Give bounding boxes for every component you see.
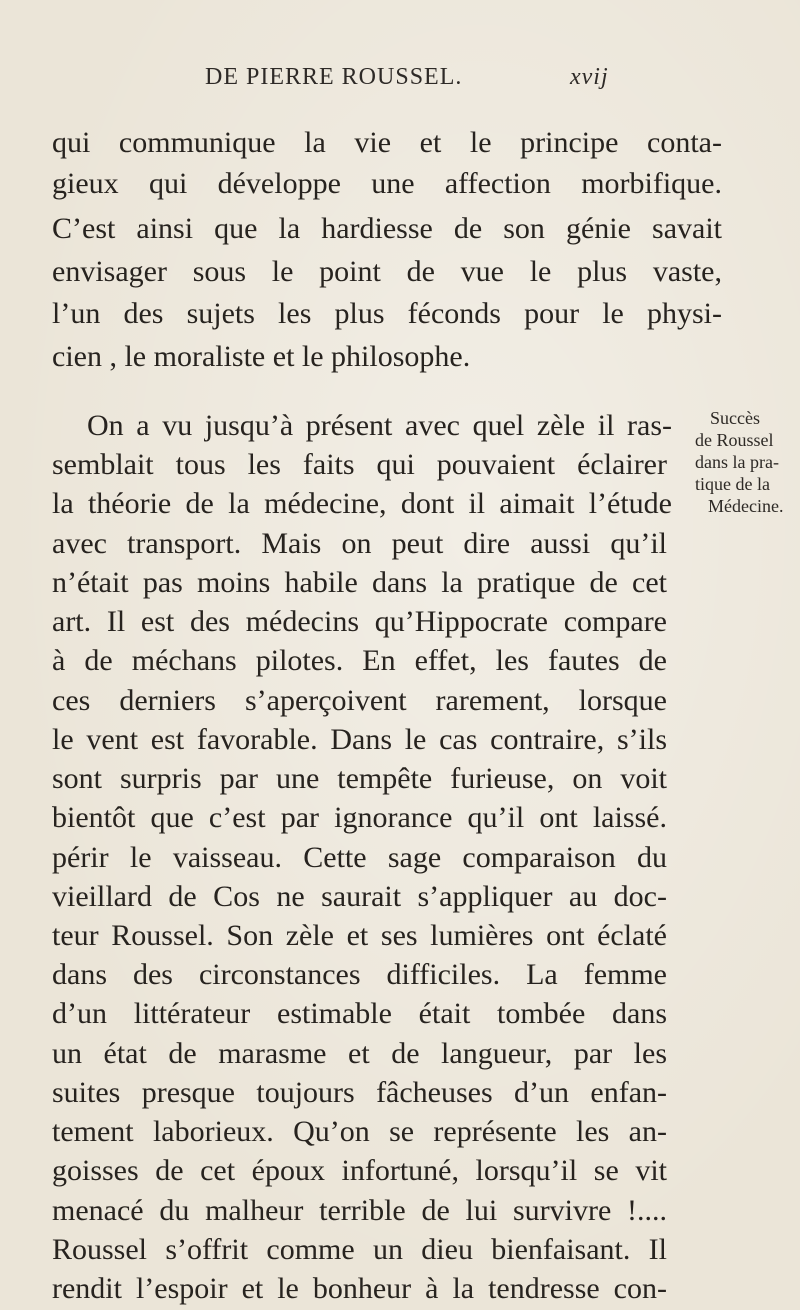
text-line: semblait tous les faits qui pouvaient éclairer [52, 448, 667, 481]
text-line: On a vu jusqu’à présent avec quel zèle il ras- [87, 409, 672, 442]
text-line: avec transport. Mais on peut dire aussi qu’il [52, 527, 667, 560]
text-line: l’un des sujets les plus féconds pour le physi- [52, 297, 722, 330]
text-line: vieillard de Cos ne saurait s’appliquer au doc- [52, 880, 667, 913]
text-line: Roussel s’offrit comme un dieu bienfaisant. Il [52, 1233, 667, 1266]
text-line: rendit l’espoir et le bonheur à la tendresse con- [52, 1272, 667, 1305]
text-line: n’était pas moins habile dans la pratique de cet [52, 566, 667, 599]
text-line: le vent est favorable. Dans le cas contraire, s’ils [52, 723, 667, 756]
margin-note-line: dans la pra- [695, 452, 779, 472]
text-line: art. Il est des médecins qu’Hippocrate compare [52, 605, 667, 638]
text-line: la théorie de la médecine, dont il aimait l’étude [52, 487, 672, 520]
text-line: un état de marasme et de langueur, par les [52, 1037, 667, 1070]
text-line: périr le vaisseau. Cette sage comparaison du [52, 841, 667, 874]
text-line: qui communique la vie et le principe conta- [52, 126, 722, 159]
text-line: bientôt que c’est par ignorance qu’il ont laissé. [52, 801, 667, 834]
running-header [205, 64, 685, 104]
margin-note-line: tique de la [695, 474, 770, 494]
text-line: C’est ainsi que la hardiesse de son génie savait [52, 212, 722, 245]
text-line: sont surpris par une tempête furieuse, on voit [52, 762, 667, 795]
page-number: xvij [570, 64, 609, 90]
margin-note-line: de Roussel [695, 430, 774, 450]
text-line: gieux qui développe une affection morbifique. [52, 167, 722, 200]
text-line: suites presque toujours fâcheuses d’un enfan- [52, 1076, 667, 1109]
margin-note-line: Médecine. [708, 496, 784, 516]
text-line: goisses de cet époux infortuné, lorsqu’il se vit [52, 1154, 667, 1187]
text-line: envisager sous le point de vue le plus vaste, [52, 255, 722, 288]
text-line: cien , le moraliste et le philosophe. [52, 340, 471, 373]
text-line: d’un littérateur estimable était tombée dans [52, 997, 667, 1030]
running-title: DE PIERRE ROUSSEL. [205, 64, 463, 90]
text-line: tement laborieux. Qu’on se représente les an- [52, 1115, 667, 1148]
margin-note-line: Succès [710, 408, 760, 428]
text-line: menacé du malheur terrible de lui survivre !.... [52, 1194, 667, 1227]
text-line: à de méchans pilotes. En effet, les fautes de [52, 644, 667, 677]
text-line: dans des circonstances difficiles. La femme [52, 958, 667, 991]
text-line: teur Roussel. Son zèle et ses lumières ont éclaté [52, 919, 667, 952]
text-line: ces derniers s’aperçoivent rarement, lorsque [52, 684, 667, 717]
